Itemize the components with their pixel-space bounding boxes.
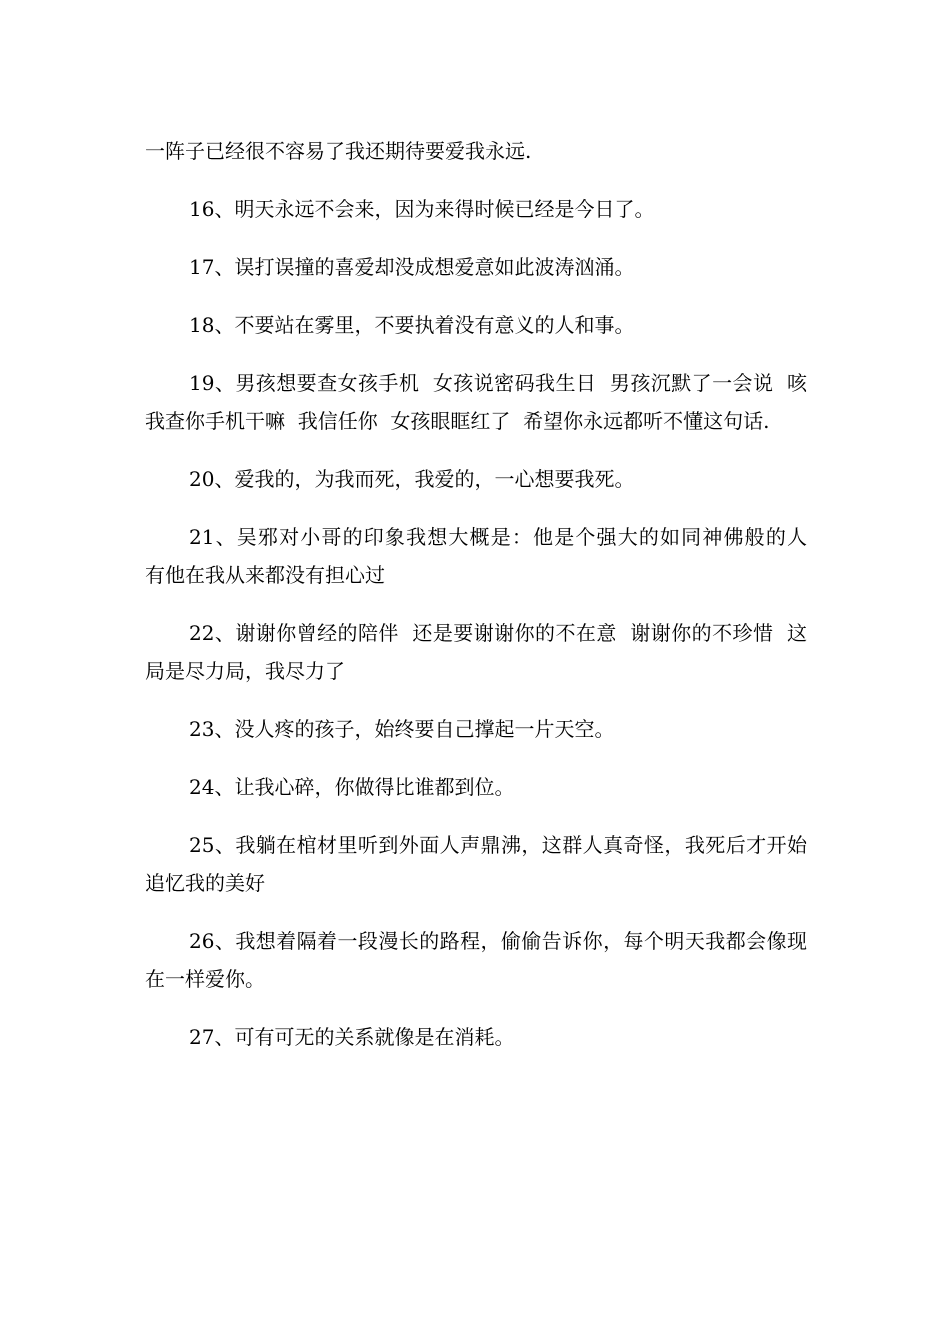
- paragraph: 17、误打误撞的喜爱却没成想爱意如此波涛汹涌。: [189, 255, 635, 279]
- paragraph: 22、谢谢你曾经的陪伴 还是要谢谢你的不在意 谢谢你的不珍惜 这局是尽力局，我尽力了: [145, 621, 807, 683]
- paragraph: 27、可有可无的关系就像是在消耗。: [189, 1025, 515, 1049]
- paragraph: 16、明天永远不会来，因为来得时候已经是今日了。: [189, 197, 655, 221]
- paragraph: 24、让我心碎，你做得比谁都到位。: [189, 775, 515, 799]
- paragraph: 18、不要站在雾里，不要执着没有意义的人和事。: [189, 313, 635, 337]
- document-body: [145, 132, 820, 1076]
- paragraph: 一阵子已经很不容易了我还期待要爱我永远.: [145, 139, 532, 163]
- paragraph: 23、没人疼的孩子，始终要自己撑起一片天空。: [189, 717, 615, 741]
- paragraph: 19、男孩想要查女孩手机 女孩说密码我生日 男孩沉默了一会说 咳 我查你手机干嘛 我信任你 女孩眼眶红了 希望你永远都听不懂这句话.: [145, 371, 820, 433]
- paragraph: 21、吴邪对小哥的印象我想大概是：他是个强大的如同神佛般的人 有他在我从来都没有担心过: [145, 525, 820, 587]
- paragraph: 20、爱我的，为我而死，我爱的，一心想要我死。: [189, 467, 635, 491]
- paragraph: 25、我躺在棺材里听到外面人声鼎沸，这群人真奇怪，我死后才开始追忆我的美好: [145, 833, 807, 895]
- paragraph: 26、我想着隔着一段漫长的路程，偷偷告诉你，每个明天我都会像现在一样爱你。: [145, 929, 807, 991]
